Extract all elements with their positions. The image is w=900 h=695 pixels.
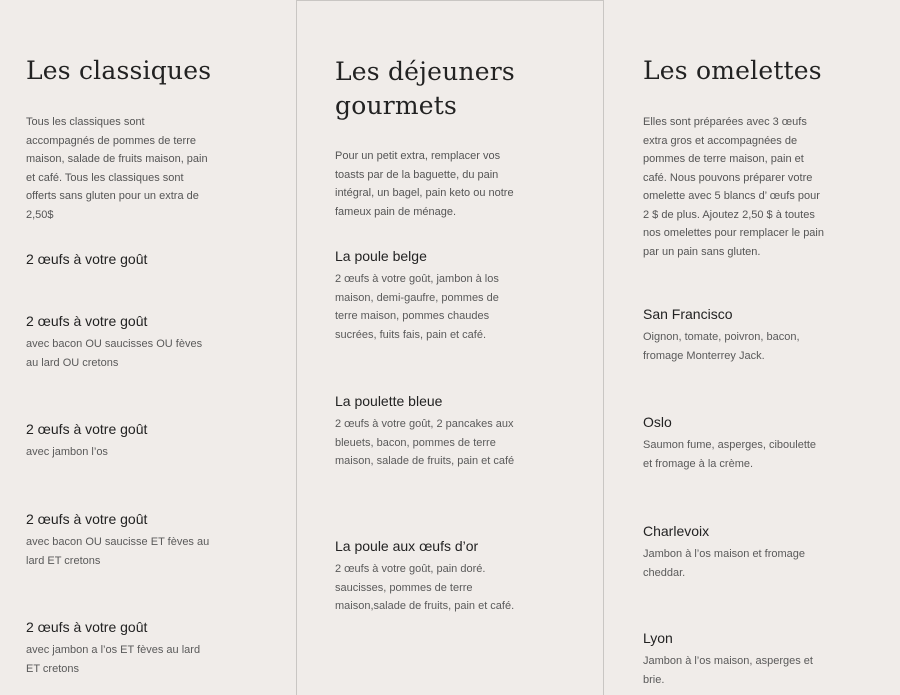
menu-item-name: San Francisco xyxy=(643,306,733,322)
section-intro: Elles sont préparées avec 3 œufs extra gros et accompagnées de pommes de terre maison, pain et café. Nous pouvons préparer votre omelette avec 5 blancs d’ œufs pour 2 $ de plus. Ajoutez 2,50 $ à toutes nos omelettes pour remplacer le pain par un pain sans gluten. xyxy=(643,116,824,258)
menu-item-name: La poulette bleue xyxy=(335,393,443,409)
menu-item xyxy=(335,247,517,344)
menu-item-description: 2 œufs à votre goût, pain doré. saucisses, pommes de terre maison,salade de fruits, pain et café. xyxy=(335,563,515,612)
menu-item xyxy=(643,522,826,582)
section-title: Les classiques xyxy=(26,56,212,85)
menu-item-description: Oignon, tomate, poivron, bacon, fromage Monterrey Jack. xyxy=(643,331,800,362)
menu-item-description: avec jambon l’os xyxy=(26,446,108,458)
section-title: Les omelettes xyxy=(643,56,822,85)
menu-item xyxy=(26,618,211,678)
menu-item xyxy=(643,629,826,689)
menu-item-description: avec bacon OU saucisse ET fèves au lard ET cretons xyxy=(26,536,210,567)
section-title: Les déjeuners gourmets xyxy=(335,57,515,120)
menu-column-gourmets xyxy=(296,0,604,695)
menu-item xyxy=(643,413,826,473)
menu-item xyxy=(26,250,216,268)
menu-item-description: 2 œufs à votre goût, jambon à los maison, demi-gaufre, pommes de terre maison, pommes chaudes sucrées, fuits fais, pain et café. xyxy=(335,273,499,341)
menu-item-description: avec jambon a l’os ET fèves au lard ET cretons xyxy=(26,644,201,675)
menu-item-name: 2 œufs à votre goût xyxy=(26,619,148,635)
menu-item-name: 2 œufs à votre goût xyxy=(26,313,148,329)
menu-item-name: Lyon xyxy=(643,630,673,646)
menu-item xyxy=(643,305,826,365)
menu-item xyxy=(335,392,517,471)
menu-item-description: 2 œufs à votre goût, 2 pancakes aux bleuets, bacon, pommes de terre maison, salade de fruits, pain et café xyxy=(335,418,515,467)
menu-column-omelettes xyxy=(604,0,900,695)
menu-item-description: Saumon fume, asperges, ciboulette et fromage à la crème. xyxy=(643,439,817,470)
menu-item-name: Oslo xyxy=(643,414,672,430)
menu-item xyxy=(26,312,211,372)
menu-item-name: La poule belge xyxy=(335,248,427,264)
menu-item-name: 2 œufs à votre goût xyxy=(26,511,148,527)
menu-item-name: 2 œufs à votre goût xyxy=(26,421,148,437)
section-intro: Tous les classiques sont accompagnés de pommes de terre maison, salade de fruits maison, pain et café. Tous les classiques sont offerts sans gluten pour un extra de 2,50$ xyxy=(26,116,208,221)
menu-item-name: La poule aux œufs d’or xyxy=(335,538,479,554)
menu-item xyxy=(335,537,517,616)
menu-item-description: Jambon à l’os maison, asperges et brie. xyxy=(643,655,813,686)
menu-item-name: 2 œufs à votre goût xyxy=(26,251,148,267)
menu-item-description: avec bacon OU saucisses OU fèves au lard OU cretons xyxy=(26,338,203,369)
menu-item-description: Jambon à l’os maison et fromage cheddar. xyxy=(643,548,806,579)
menu-item-name: Charlevoix xyxy=(643,523,710,539)
menu-column-classiques xyxy=(0,0,296,695)
section-intro: Pour un petit extra, remplacer vos toasts par de la baguette, du pain intégral, un bagel, pain keto ou notre fameux pain de ménage. xyxy=(335,150,514,218)
menu-item xyxy=(26,510,211,570)
menu-item xyxy=(26,420,211,462)
